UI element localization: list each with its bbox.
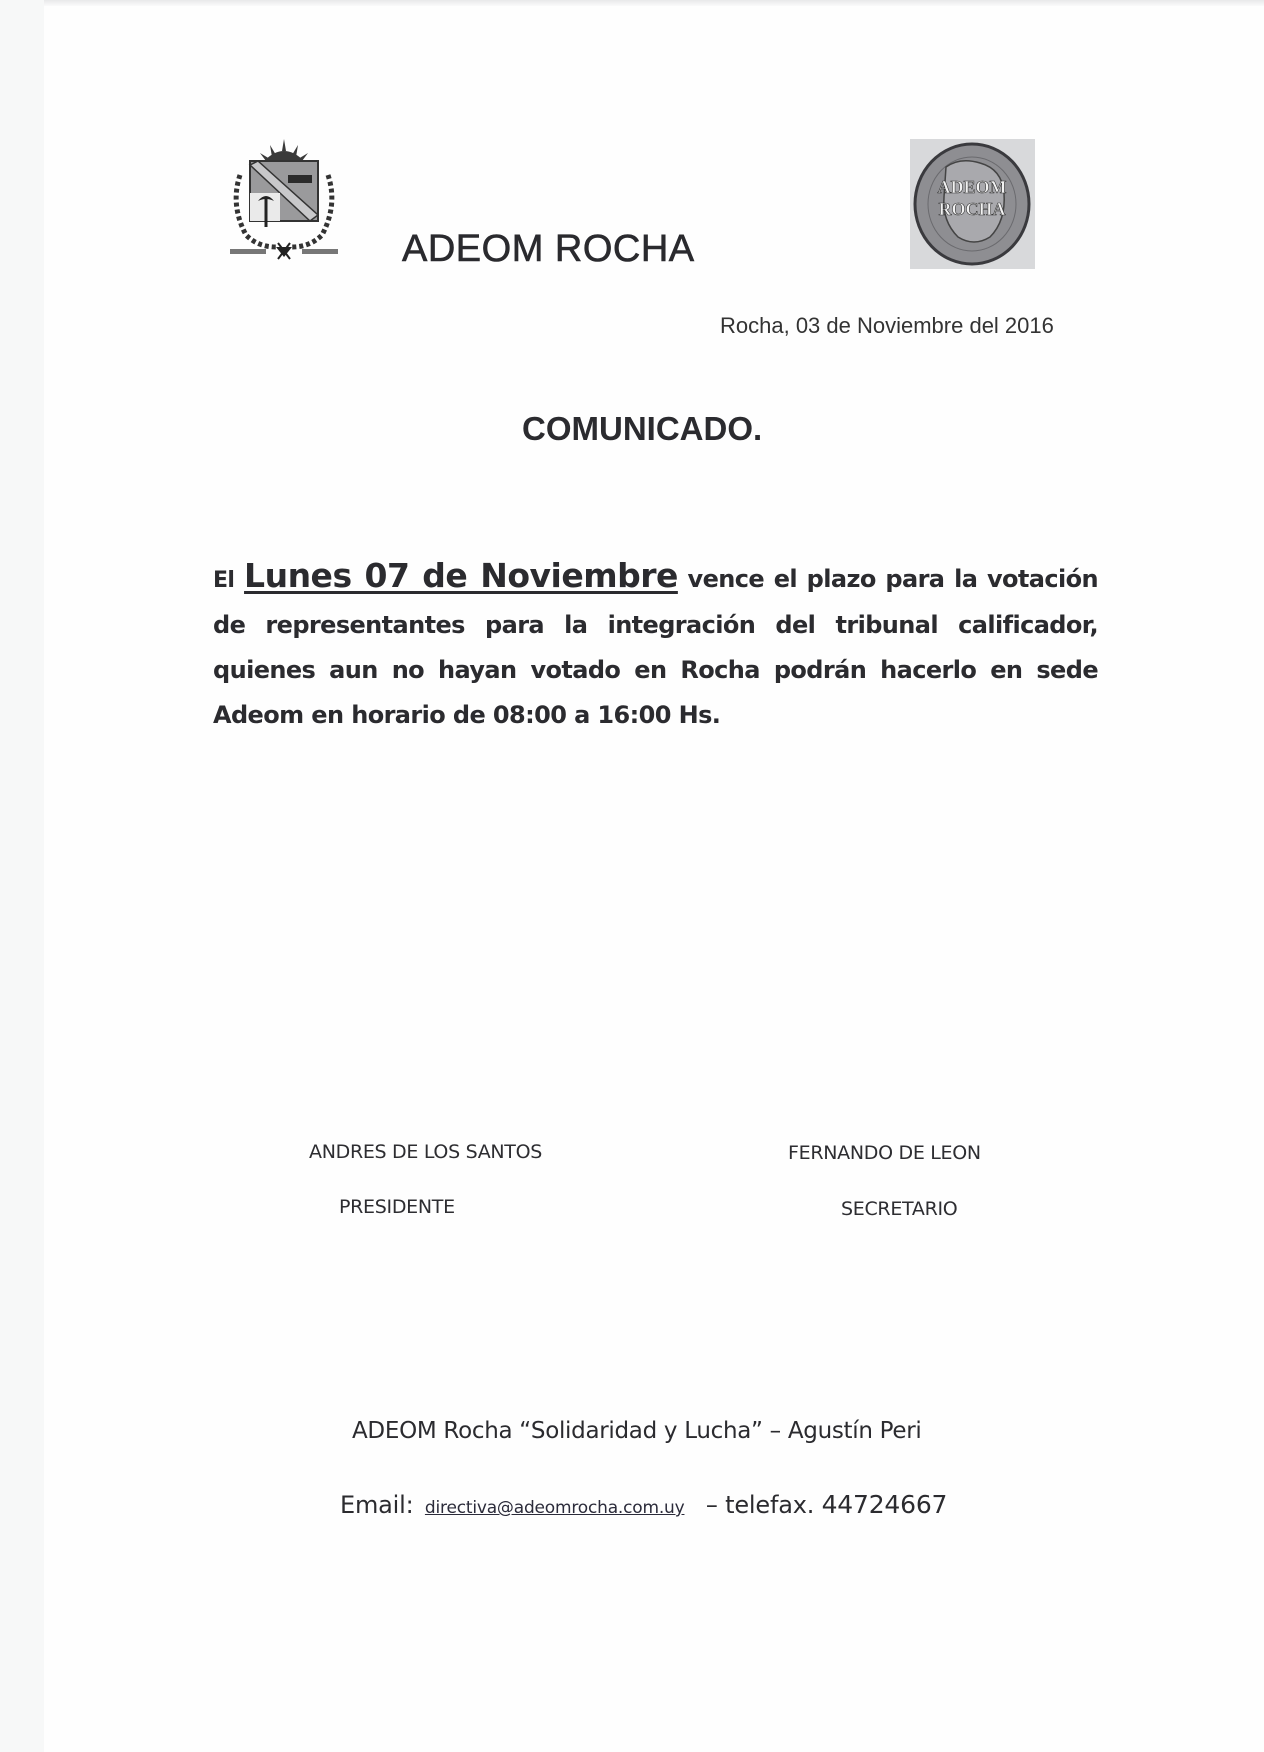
deadline-date: Lunes 07 de Noviembre: [244, 556, 678, 595]
organization-title: ADEOM ROCHA: [402, 228, 695, 270]
scan-edge: [0, 0, 44, 1752]
signature-role-secretary: SECRETARIO: [841, 1198, 958, 1220]
email-link[interactable]: directiva@adeomrocha.com.uy: [424, 1498, 685, 1518]
signature-name-president: ANDRES DE LOS SANTOS: [309, 1141, 543, 1163]
signature-role-president: PRESIDENTE: [339, 1196, 455, 1218]
announcement-body: [213, 553, 1098, 738]
seal-text-line1: ADEOM: [937, 177, 1007, 197]
document-heading: COMUNICADO.: [522, 410, 763, 447]
adeom-seal-icon: [910, 139, 1035, 269]
signature-name-secretary: FERNANDO DE LEON: [788, 1142, 981, 1164]
body-text: vence el plazo para la votación de representantes para la integración del tribunal calificador, quienes aun no hayan votado en Rocha podrán hacerlo en sede Adeom en horario de 08:00 a 16:00 Hs.: [213, 565, 1098, 729]
sun-rays: [260, 139, 308, 161]
email-label: Email:: [340, 1491, 414, 1519]
date-line: Rocha, 03 de Noviembre del 2016: [720, 313, 1054, 338]
footer-tagline: ADEOM Rocha “Solidaridad y Lucha” – Agustín Peri: [352, 1418, 922, 1444]
body-lead: El: [213, 568, 235, 593]
phone-label: – telefax.: [705, 1491, 815, 1519]
footer-contact: [340, 1490, 947, 1519]
phone-number: 44724667: [821, 1490, 948, 1519]
seal-text-line2: ROCHA: [938, 199, 1006, 219]
coat-of-arms-icon: [228, 135, 340, 267]
adeom-seal-frame: [910, 139, 1035, 269]
